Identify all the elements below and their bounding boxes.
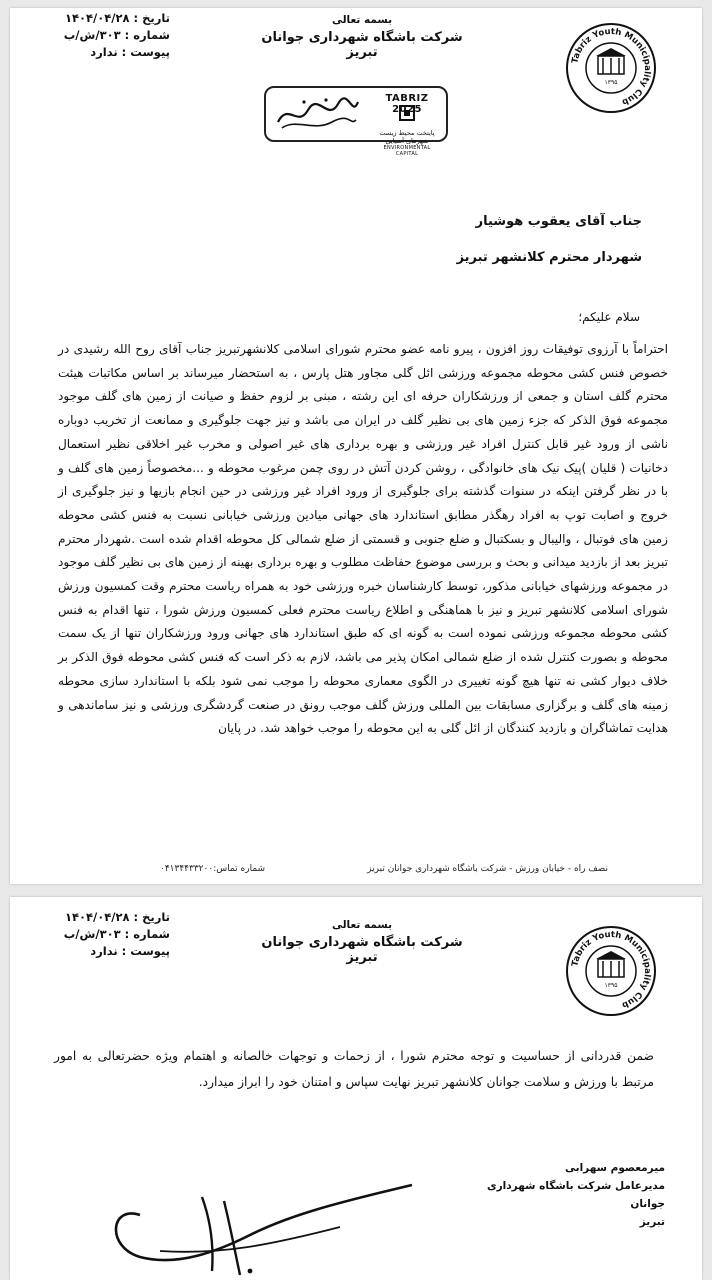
badge-subtitle-1: پایتخت محیط زیست xyxy=(379,129,435,137)
letter-meta xyxy=(64,10,170,61)
seal-text: Tabriz Youth Municipality Club xyxy=(570,26,653,107)
letter-page-2 xyxy=(10,897,702,1280)
letter-closing: ضمن قدردانی از حساسیت و توجه محترم شورا ، از زحمات و توجهات خالصانه و اهتمام ویژه حضرتعالی به امور مرتبط با ورزش و سلامت جوانان کلانشهر تبریز نهایت سپاس و امتنان خود را ابراز میدارد. xyxy=(54,1049,654,1089)
calligraphy-mark-icon xyxy=(274,92,360,134)
seal-year: ۱۳۹۵ xyxy=(604,79,618,86)
footer-address: نصف راه - خیابان ورزش - شرکت باشگاه شهرداری جوانان تبریز xyxy=(367,864,608,874)
club-seal-icon xyxy=(565,925,657,1017)
attachment-line: پیوست : ندارد xyxy=(90,944,170,958)
company-name: شرکت باشگاه شهرداری جوانان تبریز xyxy=(261,30,463,60)
signer-title: مدیرعامل شرکت باشگاه شهرداری جوانان xyxy=(487,1180,665,1210)
number-line: شماره : ۳۰۳/ش/ب xyxy=(63,927,170,941)
letter-meta-2 xyxy=(64,909,170,960)
recipient-title: شهردار محترم کلانشهر تبریز xyxy=(456,250,642,265)
attachment-line: پیوست : ندارد xyxy=(90,45,170,59)
basmala: بسمه تعالی xyxy=(331,14,393,26)
company-name: شرکت باشگاه شهرداری جوانان تبریز xyxy=(261,935,463,965)
signer-name: میرمعصوم سهرابی xyxy=(565,1162,665,1174)
signature-icon xyxy=(100,1155,440,1280)
signer-block xyxy=(465,1159,665,1231)
badge-subtitle-2: شهرهای آسیایی xyxy=(385,137,429,145)
date-line: تاریخ : ۱۴۰۴/۰۴/۲۸ xyxy=(64,910,170,924)
letterhead-2 xyxy=(252,919,472,965)
badge-english: ENVIRONMENTAL CAPITAL xyxy=(383,145,431,157)
seal-text: Tabriz Youth Municipality Club xyxy=(570,929,653,1010)
letterhead xyxy=(252,14,472,60)
number-line: شماره : ۳۰۳/ش/ب xyxy=(63,28,170,42)
signer-city: تبریز xyxy=(639,1216,665,1228)
recipient-name: جناب آقای یعقوب هوشیار xyxy=(475,214,642,229)
footer-phone: شماره تماس:۰۴۱۳۴۴۳۳۲۰۰ xyxy=(160,864,266,874)
seal-year: ۱۳۹۵ xyxy=(604,982,618,989)
basmala: بسمه تعالی xyxy=(331,919,393,931)
greeting: سلام علیکم؛ xyxy=(578,310,640,324)
tabriz-2025-badge xyxy=(264,86,448,157)
badge-title: TABRIZ 2025 xyxy=(385,93,429,115)
badge-text xyxy=(372,93,442,157)
letter-page-1 xyxy=(10,8,702,884)
letter-body: احتراماً با آرزوی توفیقات روز افزون ، پیرو نامه عضو محترم شورای اسلامی کلانشهرتبریز جناب آقای روح الله رشیدی در خصوص فنس کشی محوطه مجموعه ورزشی ائل گلی مجاور هتل پارس ، به استحضار میرساند بر اساس مکاتبات هیئت محترم گلف استان و جمعی از ورزشکاران حرفه ای این رشته ، مبنی بر لزوم حفظ و صیانت از زمین های گلف موجود مجموعه فوق الذکر که جزء زمین های بی نظیر گلف در ایران می باشد و نیز جهت جلوگیری و ممانعت از تخریب دوباره ناشی از ورود غیر قابل کنترل افراد غیر ورزشی و بهره برداری های غیر اصولی و مخرب غیر اخلاقی نظیر استعمال دخانیات ( قلیان )پیک نیک های خانوادگی ، روشن کردن آتش در روی چمن مرغوب محوطه و ...مخصوصاً زمین های گلف و با در نظر گرفتن اینکه در سنوات گذشته برای جلوگیری از ورود افراد غیر ورزشی در حین انجام بازیها و نیز جلوگیری از خروج و اصابت توپ به افراد رهگذر مطابق استاندارد های جهانی میادین ورزشی خیابانی نسبت به فنس کشی محوطه زمین های فوتبال ، والیبال و بسکتبال و ضلع جنوبی و قسمتی از ضلع شمالی کل محوطه اقدام شده است .شهردار محترم تبریز بعد از بازدید میدانی و بحث و بررسی موضوع حفاظت مطلوب و بهره برداری بهینه از زمین های بی نظیر گلف موجود در مجموعه ورزشهای خیابانی مذکور، توسط کارشناسان خبره ورزشی خود به همراه ریاست محترم وقت کمسیون ورزش شورای اسلامی کلانشهر تبریز و نیز با هماهنگی و اطلاع ریاست محترم فعلی کمسیون ورزش شورا ، تنها اقدام به فنس کشی محوطه مجموعه ورزشی نموده است به گونه ای که طبق استاندارد های جهانی ورود ورزشکاران تنها از یک سمت محوطه و بصورت کنترل شده از ضلع شمالی امکان پذیر می باشد، لازم به ذکر است که فنس کشی محوطه فوق الذکر بر خلاف دیوار کشی نه تنها هیچ گونه تغییری در الگوی معماری محوطه را موجب نمی شود بلکه با استاندارد سازی محوطه زمینه های گلف و برگزاری مسابقات بین المللی ورزش گلف موجب رونق در صنعت گردشگری ورزشی و نیز ساماندهی و هدایت تماشاگران و بازدید کنندگان از ائل گلی به این محوطه را موجب خواهد شد. در پایان xyxy=(58,342,668,736)
club-seal-icon xyxy=(565,22,657,114)
date-line: تاریخ : ۱۴۰۴/۰۴/۲۸ xyxy=(64,11,170,25)
